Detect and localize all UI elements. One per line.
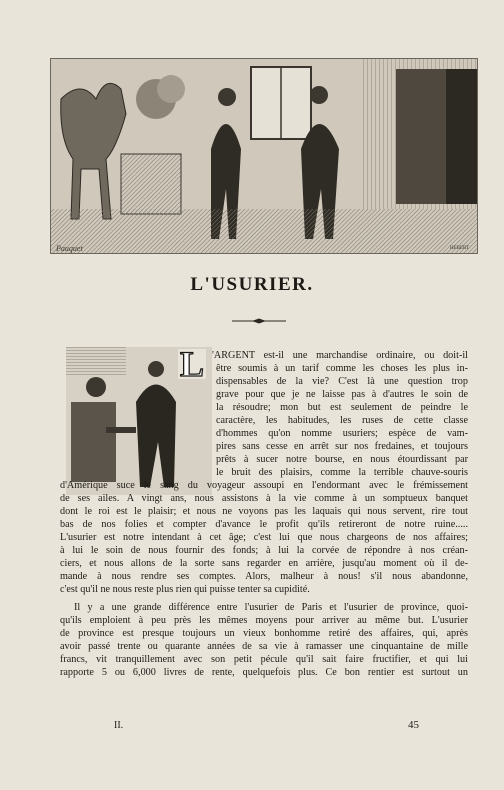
text-line: prêts à sucer notre bourse, en nous étourdissant par <box>216 454 468 465</box>
top-engraving <box>50 58 478 254</box>
text-line: d'Amérique suce le sang du voyageur assoupi en l'endormant avec le frémissement <box>60 480 468 491</box>
text-line: pires sans cesse en arrêt sur nos fredaines, et toujours <box>216 441 468 452</box>
drop-cap: L <box>179 344 204 384</box>
text-line: 'ARGENT est-il une marchandise ordinaire, ou doit-il <box>212 350 468 361</box>
engraver-signature: HEBERT <box>450 246 470 251</box>
text-line: c'est qu'il ne nous reste plus rien qui puisse tenter sa cupidité. <box>60 584 310 595</box>
text-line: d'hommes qu'on nomme usuriers; espèce de vam- <box>216 428 468 439</box>
text-line: à lui le soin de nous fournir des fonds; à lui la corvée de répondre à nos créan- <box>60 545 468 556</box>
text-line: le bruit des plaisirs, comme la terrible chauve-souris <box>216 467 468 478</box>
text-line: de province est presque toujours un vieux bonhomme retiré des affaires, qui, après <box>60 628 468 639</box>
title-ornament-icon <box>232 318 286 324</box>
text-line: dont le roi est le plaisir; et nous ne voyons pas les laquais qui nous servent, rire tout <box>60 506 468 517</box>
text-line: mande à nous rendre ses comptes. Alors, malheur à nous! s'il nous abandonne, <box>60 571 468 582</box>
text-line: avoir passé trente ou quarante années de sa vie à ramasser une cinquantaine de mille <box>60 641 468 652</box>
text-line: bas de nos folies et compter d'avance le profit qu'ils retireront de notre ruine..... <box>60 519 468 530</box>
text-line: grave pour que je ne laisse pas à d'autres le soin de <box>216 389 468 400</box>
text-line: francs, vit tranquillement avec son petit pécule qu'il sait faire fructifier, et qui lui <box>60 654 468 665</box>
text-line: L'usurier est notre intendant à cet âge; c'est lui que nous chargeons de nos affaires; <box>60 532 468 543</box>
page-number: 45 <box>408 719 419 731</box>
text-line: ciers, et nous allons de la sorte sans regarder en arrière, jusqu'au moment où il de- <box>60 558 468 569</box>
text-line: de ses ailes. A vingt ans, nous assistons à la vie comme à un somptueux banquet <box>60 493 468 504</box>
text-line: être soumis à un tarif comme les choses les plus in- <box>216 363 468 374</box>
text-line: caractère, les habitudes, les ruses de cette classe <box>216 415 468 426</box>
text-line: Il y a une grande différence entre l'usurier de Paris et l'usurier de province, quoi- <box>74 602 468 613</box>
signature-mark: II. <box>114 720 124 731</box>
engraving-scene <box>51 59 478 254</box>
text-line: la résoudre; mon but est seulement de peindre le <box>216 402 468 413</box>
text-line: rapporte 5 ou 6,000 livres de rente, quelquefois plus. Ce bon rentier est surtout un <box>60 667 468 678</box>
text-line: dispensables de la vie? C'est là une question trop <box>216 376 468 387</box>
chapter-title: L'USURIER. <box>190 274 314 295</box>
illustrator-signature: Pauquet <box>56 244 83 253</box>
text-line: qu'ils emploient à peu près les mêmes moyens pour arriver au même but. L'usurier <box>60 615 468 626</box>
